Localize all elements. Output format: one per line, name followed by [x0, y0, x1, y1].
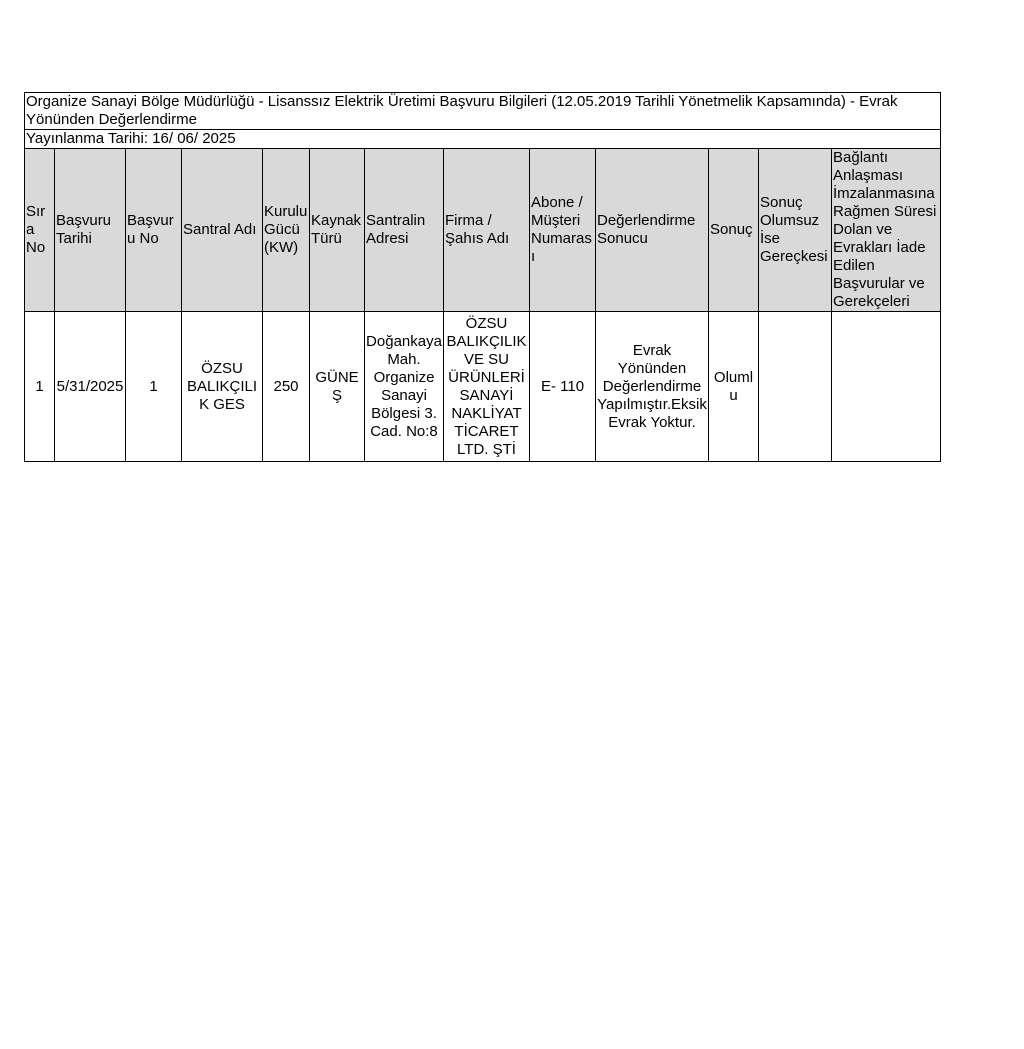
header-basvuru-no: Başvuru No [126, 149, 182, 312]
cell-olumsuz-gerekce [759, 312, 832, 462]
header-santral-adresi: Santralin Adresi [365, 149, 444, 312]
header-sonuc: Sonuç [709, 149, 759, 312]
cell-abone-no: E- 110 [530, 312, 596, 462]
cell-firma-adi: ÖZSU BALIKÇILIK VE SU ÜRÜNLERİ SANAYİ NAKLİYAT TİCARET LTD. ŞTİ [444, 312, 530, 462]
cell-santral-adi: ÖZSU BALIKÇILIK GES [182, 312, 263, 462]
header-sira-no: Sıra No [25, 149, 55, 312]
cell-degerlendirme-sonucu: Evrak Yönünden Değerlendirme Yapılmıştır.Eksik Evrak Yoktur. [596, 312, 709, 462]
cell-iade-gerekce [832, 312, 941, 462]
cell-sira-no: 1 [25, 312, 55, 462]
header-kurulu-gucu: Kurulu Gücü (KW) [263, 149, 310, 312]
header-abone-no: Abone / Müşteri Numarası [530, 149, 596, 312]
header-santral-adi: Santral Adı [182, 149, 263, 312]
header-iade-gerekce: Bağlantı Anlaşması İmzalanmasına Rağmen Süresi Dolan ve Evrakları İade Edilen Başvurular ve Gerekçeleri [832, 149, 941, 312]
document-title: Organize Sanayi Bölge Müdürlüğü - Lisanssız Elektrik Üretimi Başvuru Bilgileri (12.05.2019 Tarihli Yönetmelik Kapsamında) - Evrak Yönünden Değerlendirme [25, 93, 941, 130]
cell-kaynak-turu: GÜNEŞ [310, 312, 365, 462]
cell-santral-adresi: Doğankaya Mah. Organize Sanayi Bölgesi 3. Cad. No:8 [365, 312, 444, 462]
header-firma-adi: Firma / Şahıs Adı [444, 149, 530, 312]
publication-date: Yayınlanma Tarihi: 16/ 06/ 2025 [25, 130, 941, 149]
cell-kurulu-gucu: 250 [263, 312, 310, 462]
header-degerlendirme-sonucu: Değerlendirme Sonucu [596, 149, 709, 312]
cell-basvuru-tarihi: 5/31/2025 [55, 312, 126, 462]
header-kaynak-turu: Kaynak Türü [310, 149, 365, 312]
table-header-row [25, 149, 941, 312]
cell-basvuru-no: 1 [126, 312, 182, 462]
header-basvuru-tarihi: Başvuru Tarihi [55, 149, 126, 312]
cell-sonuc: Olumlu [709, 312, 759, 462]
application-table [24, 92, 941, 462]
header-olumsuz-gerekce: Sonuç Olumsuz İse Gereçkesi [759, 149, 832, 312]
table-row [25, 312, 941, 462]
